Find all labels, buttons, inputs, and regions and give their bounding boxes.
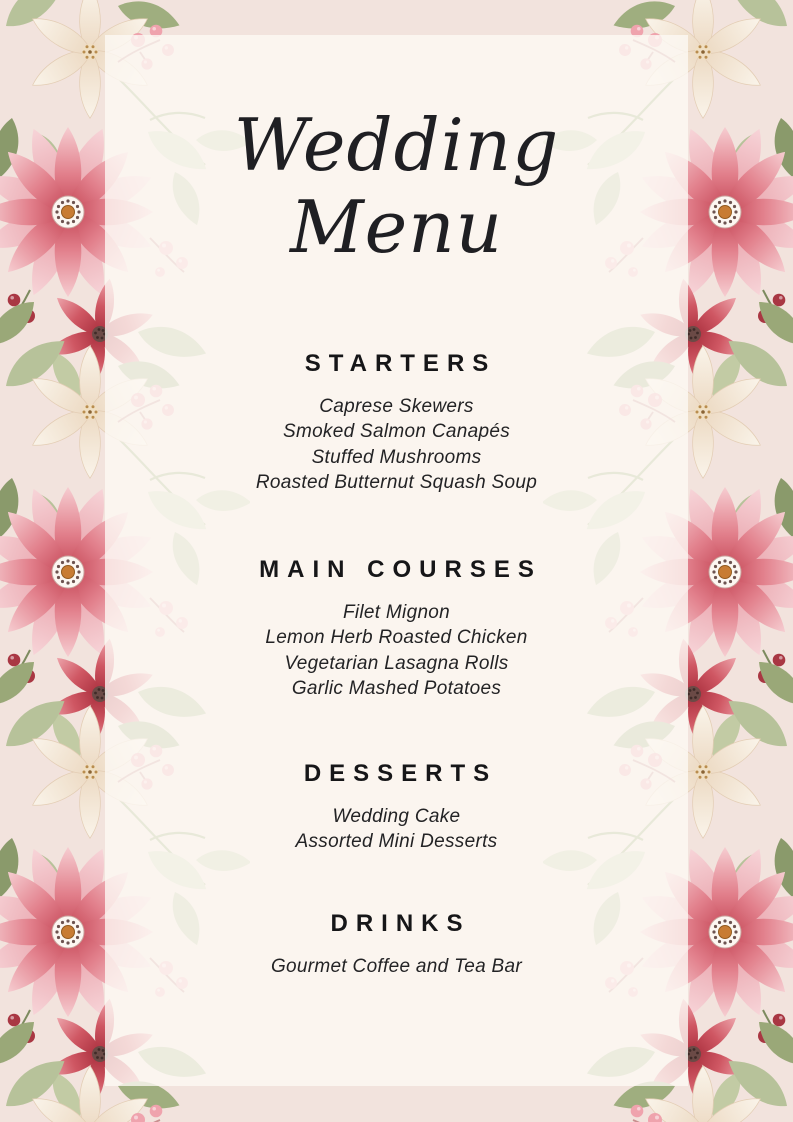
section-desserts-items bbox=[105, 804, 688, 855]
menu-item: Lemon Herb Roasted Chicken bbox=[265, 627, 528, 649]
menu-item: Stuffed Mushrooms bbox=[311, 446, 482, 468]
section-starters-items bbox=[105, 394, 688, 496]
menu-title-line2: Menu bbox=[289, 185, 504, 269]
section-starters-heading: STARTERS bbox=[304, 350, 497, 377]
menu-content bbox=[105, 0, 688, 1122]
section-drinks bbox=[105, 909, 688, 979]
menu-title-line1: Wedding bbox=[233, 103, 560, 187]
menu-item: Garlic Mashed Potatoes bbox=[291, 678, 502, 700]
menu-item: Vegetarian Lasagna Rolls bbox=[284, 652, 509, 674]
menu-item: Gourmet Coffee and Tea Bar bbox=[270, 956, 523, 977]
menu-item: Filet Mignon bbox=[342, 602, 451, 623]
section-main-courses-heading: MAIN COURSES bbox=[259, 556, 542, 583]
menu-item: Wedding Cake bbox=[332, 806, 461, 827]
menu-item: Caprese Skewers bbox=[319, 396, 474, 417]
section-desserts bbox=[105, 759, 688, 855]
menu-item: Assorted Mini Desserts bbox=[295, 831, 498, 853]
section-main-courses-items bbox=[105, 600, 688, 702]
menu-title bbox=[105, 104, 688, 268]
section-starters bbox=[105, 349, 688, 496]
section-main-courses bbox=[105, 555, 688, 702]
section-desserts-heading: DESSERTS bbox=[303, 760, 498, 787]
menu-item: Smoked Salmon Canapés bbox=[282, 421, 511, 443]
menu-item: Roasted Butternut Squash Soup bbox=[255, 472, 538, 494]
section-drinks-items bbox=[105, 954, 688, 979]
section-drinks-heading: DRINKS bbox=[330, 910, 471, 937]
